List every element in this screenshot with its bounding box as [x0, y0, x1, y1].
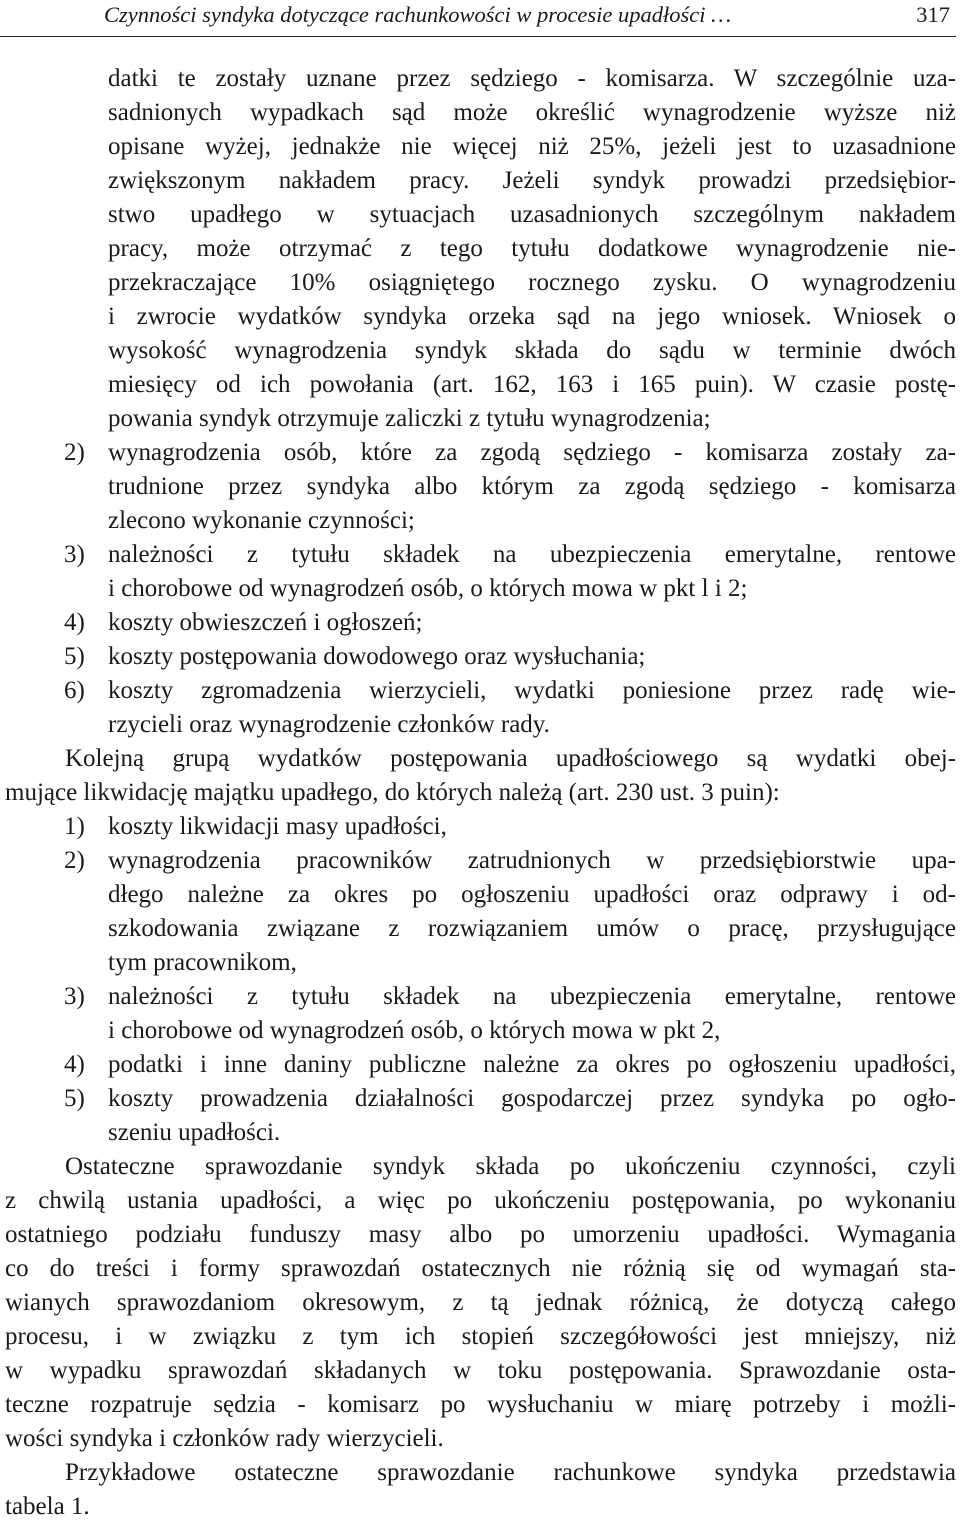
list-item	[5, 538, 956, 572]
page-number: 317	[916, 2, 950, 27]
list-item-text: należności z tytułu składek na ubezpieczenia emerytalne, rentowe	[108, 983, 956, 1010]
list-item-text: należności z tytułu składek na ubezpieczenia emerytalne, rentowe	[108, 541, 956, 568]
list-item-text: koszty zgromadzenia wierzycieli, wydatki poniesione przez radę wie-	[108, 677, 956, 704]
text-line: trudnione przez syndyka albo którym za zgodą sędziego - komisarza	[108, 473, 956, 500]
paragraph-line: Ostateczne sprawozdanie syndyk składa po ukończeniu czynności, czyli	[65, 1153, 956, 1180]
text-line: opisane wyżej, jednakże nie więcej niż 25%, jeżeli jest to uzasadnione	[108, 133, 956, 160]
list-item-number: 6)	[64, 677, 85, 704]
paragraph-line: mujące likwidację majątku upadłego, do których należą (art. 230 ust. 3 puin):	[5, 779, 780, 806]
list-item-number: 4)	[64, 1051, 85, 1078]
text-line: szeniu upadłości.	[108, 1119, 281, 1146]
list-item-text: koszty obwieszczeń i ogłoszeń;	[108, 609, 423, 636]
list-item-text: koszty likwidacji masy upadłości,	[108, 813, 447, 840]
list-item-text: koszty prowadzenia działalności gospodarczej przez syndyka po ogło-	[108, 1085, 956, 1112]
list-item-number: 2)	[64, 847, 85, 874]
list-item	[5, 674, 956, 708]
text-line: miesięcy od ich powołania (art. 162, 163 i 165 puin). W czasie postę-	[108, 371, 956, 398]
text-line: dłego należne za okres po ogłoszeniu upadłości oraz odprawy i od-	[108, 881, 956, 908]
list-item-number: 3)	[64, 541, 85, 568]
list-item	[5, 606, 956, 640]
paragraph-line: co do treści i formy sprawozdań ostatecznych nie różnią się od wymagań sta-	[5, 1255, 956, 1282]
text-line: przekraczające 10% osiągniętego rocznego zysku. O wynagrodzeniu	[108, 269, 956, 296]
page-body	[5, 62, 956, 1524]
text-line: i zwrocie wydatków syndyka orzeka sąd na jego wniosek. Wniosek o	[108, 303, 956, 330]
text-line: rzycieli oraz wynagrodzenie członków rady.	[108, 711, 550, 738]
list-item-number: 4)	[64, 609, 85, 636]
list-item	[5, 810, 956, 844]
list-item-number: 5)	[64, 1085, 85, 1112]
text-line: szkodowania związane z rozwiązaniem umów o pracę, przysługujące	[108, 915, 956, 942]
paragraph-line: procesu, i w związku z tym ich stopień szczegółowości jest mniejszy, niż	[5, 1323, 956, 1350]
text-line: pracy, może otrzymać z tego tytułu dodatkowe wynagrodzenie nie-	[108, 235, 956, 262]
list-item	[5, 980, 956, 1014]
list-item-text: koszty postępowania dowodowego oraz wysłuchania;	[108, 643, 646, 670]
list-item	[5, 1048, 956, 1082]
list-item	[5, 640, 956, 674]
list-item	[5, 844, 956, 878]
text-line: tym pracownikom,	[108, 949, 297, 976]
text-line: zwiększonym nakładem pracy. Jeżeli syndyk prowadzi przedsiębior-	[108, 167, 956, 194]
paragraph-line: tabela 1.	[5, 1493, 90, 1520]
list-item	[5, 1082, 956, 1116]
list-item-text: podatki i inne daniny publiczne należne za okres po ogłoszeniu upadłości,	[108, 1051, 956, 1078]
text-line: sadnionych wypadkach sąd może określić wynagrodzenie wyższe niż	[108, 99, 956, 126]
list-item-number: 3)	[64, 983, 85, 1010]
running-header-title: Czynności syndyka dotyczące rachunkowości w procesie upadłości …	[104, 2, 732, 27]
list-item-text: wynagrodzenia osób, które za zgodą sędziego - komisarza zostały za-	[108, 439, 956, 466]
list-item-number: 2)	[64, 439, 85, 466]
paragraph-line: ostatniego podziału funduszy masy albo po umorzeniu upadłości. Wymagania	[5, 1221, 956, 1248]
running-header	[0, 0, 956, 37]
paragraph-line: teczne rozpatruje sędzia - komisarz po wysłuchaniu w miarę potrzeby i możli-	[5, 1391, 956, 1418]
list-item	[5, 436, 956, 470]
text-line: i chorobowe od wynagrodzeń osób, o których mowa w pkt l i 2;	[108, 575, 748, 602]
list-item-number: 5)	[64, 643, 85, 670]
paragraph-line: wianych sprawozdaniom okresowym, z tą jednak różnicą, że dotyczą całego	[5, 1289, 956, 1316]
paragraph-line: wości syndyka i członków rady wierzycieli.	[5, 1425, 444, 1452]
text-line: datki te zostały uznane przez sędziego - komisarza. W szczególnie uza-	[108, 65, 956, 92]
list-item-number: 1)	[64, 813, 85, 840]
paragraph-line: w wypadku sprawozdań składanych w toku postępowania. Sprawozdanie osta-	[5, 1357, 956, 1384]
paragraph-line: Kolejną grupą wydatków postępowania upadłościowego są wydatki obej-	[65, 745, 956, 772]
text-line: wysokość wynagrodzenia syndyk składa do sądu w terminie dwóch	[108, 337, 956, 364]
paragraph-line: z chwilą ustania upadłości, a więc po ukończeniu postępowania, po wykonaniu	[5, 1187, 956, 1214]
list-item-text: wynagrodzenia pracowników zatrudnionych w przedsiębiorstwie upa-	[108, 847, 956, 874]
text-line: zlecono wykonanie czynności;	[108, 507, 415, 534]
paragraph-line: Przykładowe ostateczne sprawozdanie rachunkowe syndyka przedstawia	[65, 1459, 956, 1486]
text-line: stwo upadłego w sytuacjach uzasadnionych szczególnym nakładem	[108, 201, 956, 228]
text-line: i chorobowe od wynagrodzeń osób, o których mowa w pkt 2,	[108, 1017, 721, 1044]
text-line: powania syndyk otrzymuje zaliczki z tytułu wynagrodzenia;	[108, 405, 711, 432]
